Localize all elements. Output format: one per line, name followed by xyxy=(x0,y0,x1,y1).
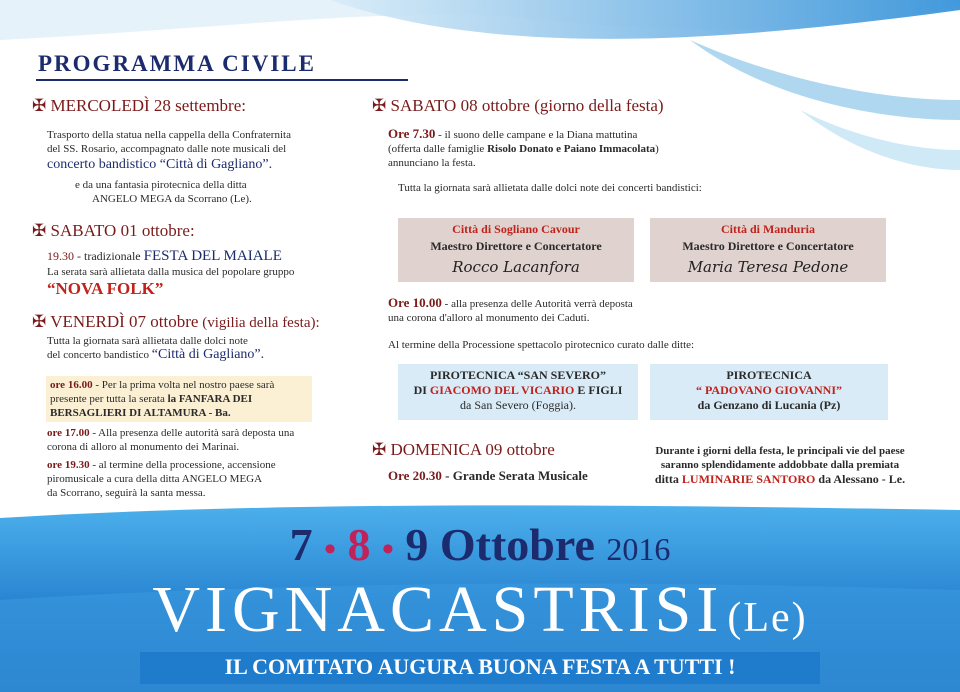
fireworks-intro: Al termine della Processione spettacolo pirotecnico curato dalle ditte: xyxy=(388,339,695,351)
fireworks-card-padovano: PIROTECNICA “ PADOVANO GIOVANNI” da Genzano di Lucania (Pz) xyxy=(650,364,888,420)
clover-icon: ✠ xyxy=(32,221,47,240)
clover-icon: ✠ xyxy=(32,312,47,331)
clover-icon: ✠ xyxy=(372,96,387,115)
fireworks-card-san-severo: PIROTECNICA “SAN SEVERO” DI GIACOMO DEL VICARIO E FIGLI da San Severo (Foggia). xyxy=(398,364,638,420)
friday-fanfara-box: ore 16.00 - Per la prima volta nel nostro paese sarà presente per tutta la serata la FANFARA DEI BERSAGLIERI DI ALTAMURA - Ba. xyxy=(46,376,312,422)
clover-icon: ✠ xyxy=(372,440,387,459)
town-name: VIGNACASTRISI (Le) xyxy=(152,573,808,646)
heading-sunday: ✠ DOMENICA 09 ottobre xyxy=(372,440,555,459)
band-card-sogliano: Città di Sogliano Cavour Maestro Direttore e Concertatore Rocco Lacanfora xyxy=(398,218,634,282)
sunday-event: Ore 20.30 - Grande Serata Musicale xyxy=(388,468,588,483)
saturday-08-ceremony: Ore 10.00 - alla presenza delle Autorità verrà deposta una corona d'alloro al monumento dei Caduti. xyxy=(388,295,633,324)
saturday-08-text: Ore 7.30 - il suono delle campane e la Diana mattutina (offerta dalle famiglie Risolo Donato e Paiano Immacolata) annunciano la festa. xyxy=(388,126,659,169)
dates-line: 7 • 8 • 9 Ottobre 2016 xyxy=(289,519,671,570)
page-title: PROGRAMMA CIVILE xyxy=(38,51,316,76)
greeting-text: IL COMITATO AUGURA BUONA FESTA A TUTTI ! xyxy=(224,654,736,679)
friday-text: Tutta la giornata sarà allietata dalle dolci note del concerto bandistico “Città di Gagliano”. xyxy=(47,335,265,362)
luminarie-note: Durante i giorni della festa, le principali vie del paese saranno splendidamente addobbate dalla premiata ditta LUMINARIE SANTORO da Alessano - Le. xyxy=(654,445,906,486)
clover-icon: ✠ xyxy=(32,96,47,115)
friday-schedule: ore 17.00 - Alla presenza delle autorità sarà deposta una corona di alloro al monumento dei Marinai. ore 19.30 - al termine della processione, accensione piromusicale a cura della ditta ANGELO MEGA da Scorrano, seguirà la santa messa. xyxy=(47,427,295,499)
title-underline xyxy=(36,79,408,81)
heading-saturday-08: ✠ SABATO 08 ottobre (giorno della festa) xyxy=(372,96,664,115)
saturday-01-text: 19.30 - tradizionale FESTA DEL MAIALE La serata sarà allietata dalla musica del popolare gruppo “NOVA FOLK” xyxy=(47,248,295,298)
wednesday-text: Trasporto della statua nella cappella della Confraternita del SS. Rosario, accompagnato dalle note musicali del concerto bandistico “Città di Gagliano”. e da una fantasia pirotecnica della ditta ANGELO MEGA da Scorrano (Le). xyxy=(47,129,291,205)
heading-saturday-01: ✠ SABATO 01 ottobre: xyxy=(32,221,195,240)
heading-friday: ✠ VENERDÌ 07 ottobre (vigilia della festa): xyxy=(32,312,320,331)
heading-wednesday: ✠ MERCOLEDÌ 28 settembre: xyxy=(32,96,246,115)
band-card-manduria: Città di Manduria Maestro Direttore e Concertatore Maria Teresa Pedone xyxy=(650,218,886,282)
concerts-intro: Tutta la giornata sarà allietata dalle dolci note dei concerti bandistici: xyxy=(398,182,702,194)
